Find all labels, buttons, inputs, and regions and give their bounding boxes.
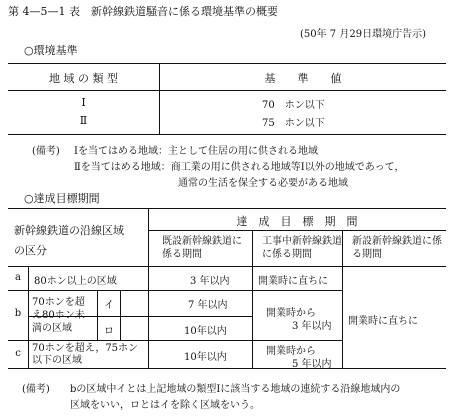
row-a-zone: 80ホン以上の区域 <box>34 276 117 287</box>
row-type-1: Ⅰ <box>81 96 86 109</box>
header-existing: 既設新幹線鉄道に係る期間 <box>162 236 242 260</box>
remarks1-line1: Ⅰを当てはめる地域：主として住居の用に供される地域 <box>74 146 318 157</box>
remarks2-line2: 区域をいい，ロとはイを除く区域をいう。 <box>70 400 260 411</box>
remarks2-line1: bの区域中イとは上記地域の類型Ⅰに該当する地域の連続する沿線地域内の <box>70 384 401 395</box>
row-c-zone: 70ホンを超え，75ホン以下の区域 <box>32 343 139 366</box>
row-a-existing: 3 年以内 <box>190 276 230 287</box>
remarks1-line2: Ⅱを当てはめる地域：商工業の用に供される地域等Ⅰ以外の地域であって， <box>74 162 405 173</box>
section-target-period-heading: ○達成目標期間 <box>24 192 100 205</box>
row-c-existing: 10年以内 <box>184 352 227 363</box>
row-b-construction-2: 3 年以内 <box>292 321 332 332</box>
header-zone-2: の区分 <box>14 244 47 257</box>
row-a-construction: 開業時に直ちに <box>258 276 328 287</box>
row-b-sub-ro: ロ <box>104 326 114 337</box>
row-b-existing-ro: 10年以内 <box>184 326 227 337</box>
row-b-key: b <box>14 308 22 319</box>
table-title: 第 4—5—1 表 新幹線鉄道騒音に係る環境基準の概要 <box>8 5 278 18</box>
remarks1-label: (備考) <box>32 146 60 157</box>
row-type-2: Ⅱ <box>79 114 88 127</box>
header-new: 新設新幹線鉄道に係る期間 <box>352 236 442 260</box>
row-b-sub-i: イ <box>104 300 114 311</box>
row-c-construction-1: 開業時から <box>266 346 316 357</box>
remarks1-line3: 通常の生活を保全する必要がある地域 <box>178 178 348 189</box>
row-b-zone: 70ホンを超え80ホン未満の区域 <box>32 297 85 334</box>
row-b-construction-1: 開業時から <box>266 308 316 319</box>
row-c-construction-2: 5 年以内 <box>292 359 332 370</box>
row-value-1: 70 ホン以下 <box>262 100 325 111</box>
header-zone-1: 新幹線鉄道の沿線区域 <box>14 224 124 237</box>
header-target-period: 達 成 目 標 期 間 <box>236 215 358 228</box>
section-environmental-standard-heading: ○環境基準 <box>24 44 78 57</box>
header-standard-value: 基 準 値 <box>264 72 342 85</box>
row-c-key: c <box>15 348 21 359</box>
row-a-key: a <box>15 272 21 283</box>
row-b-existing-i: 7 年以内 <box>188 300 228 311</box>
header-construction: 工事中新幹線鉄道に係る期間 <box>262 236 342 260</box>
remarks2-label: (備考) <box>22 384 50 395</box>
notice: (50年 7 月29日環境庁告示) <box>300 29 426 40</box>
header-area-type: 地 域 の 類 型 <box>49 72 118 85</box>
row-value-2: 75 ホン以下 <box>262 118 325 129</box>
new-column-all: 開業時に直ちに <box>348 316 418 327</box>
